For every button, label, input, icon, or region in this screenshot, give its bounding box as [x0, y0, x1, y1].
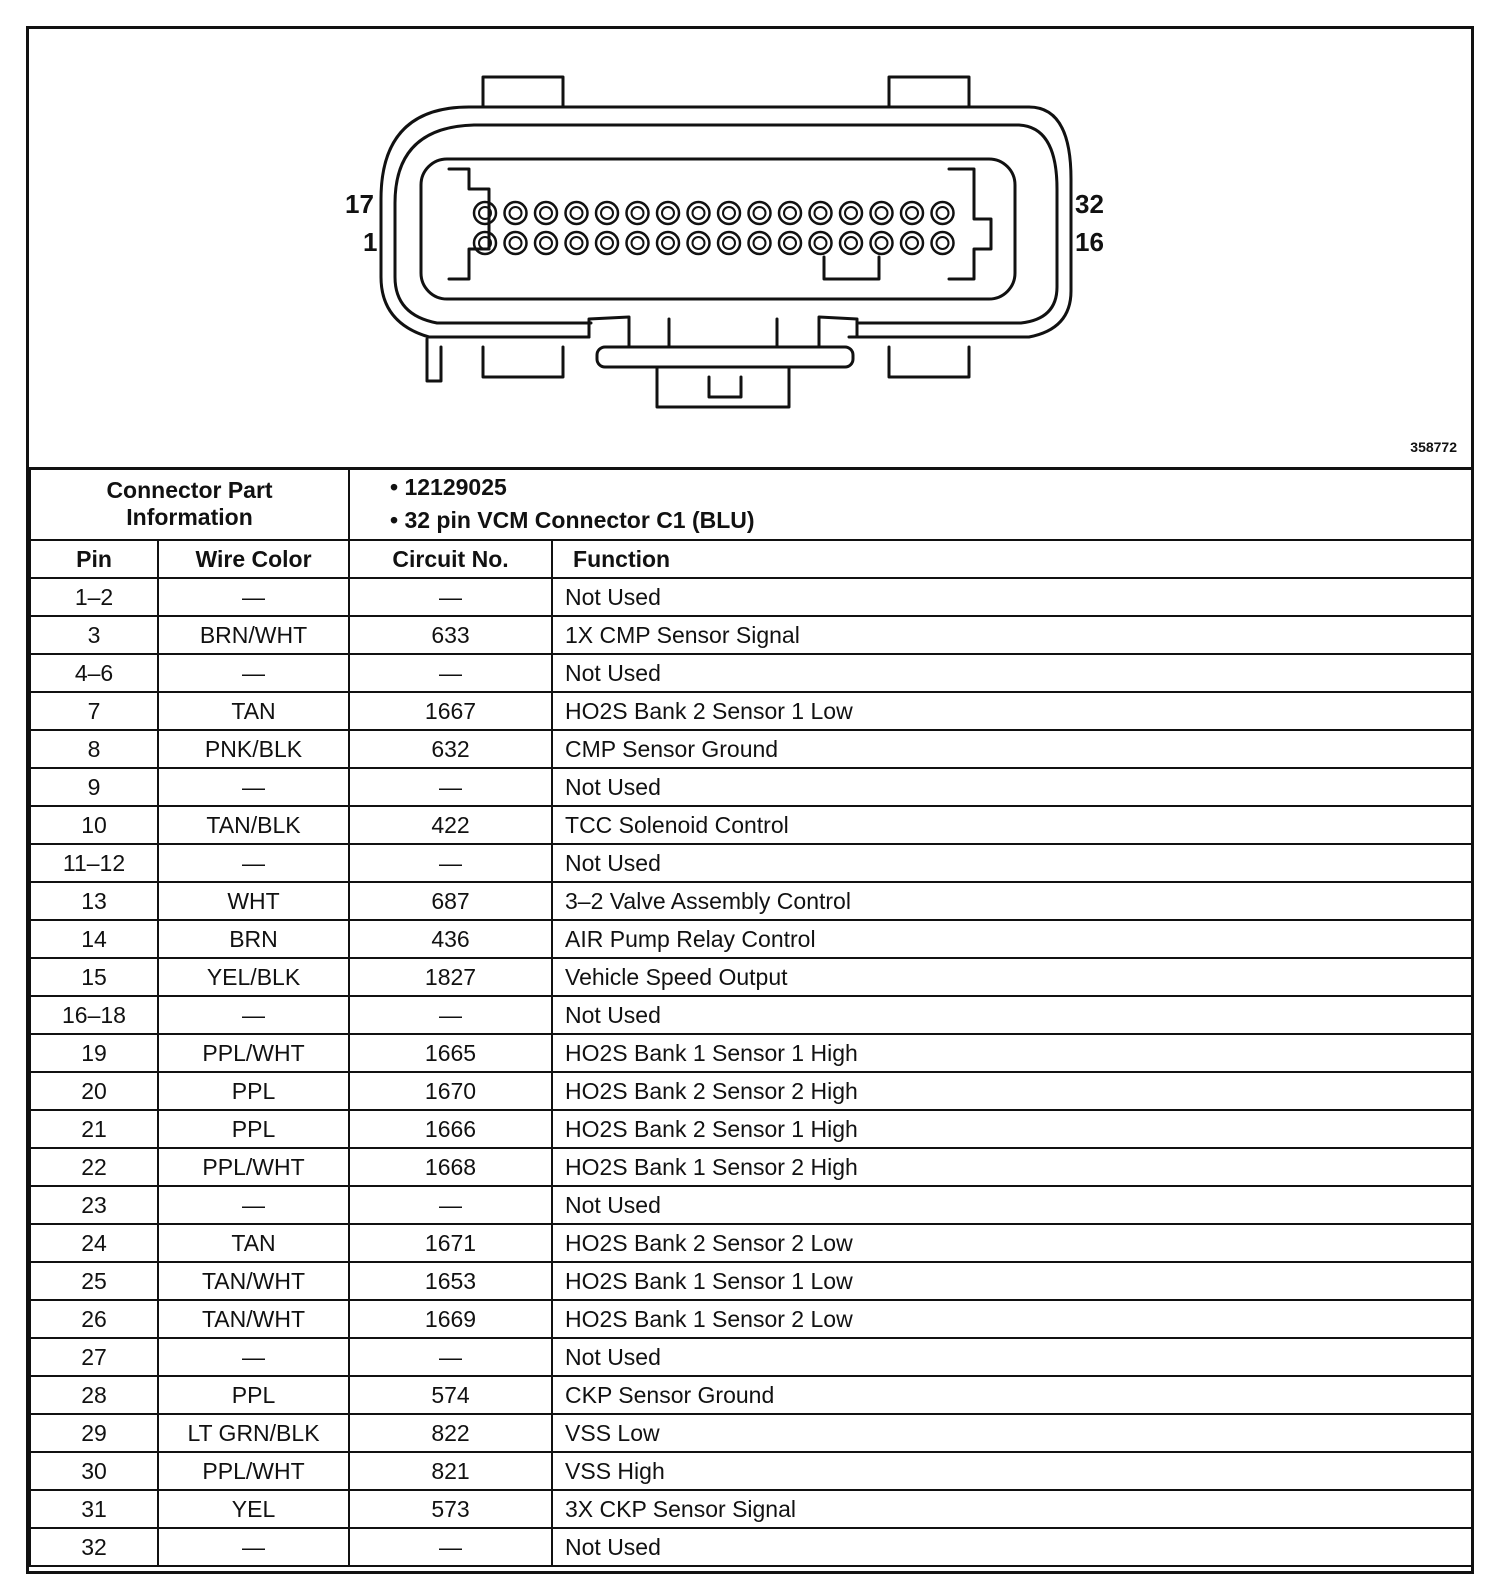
pin-hole-9: [718, 232, 740, 254]
cell-pin: 3: [30, 616, 158, 654]
cell-function: AIR Pump Relay Control: [552, 920, 1472, 958]
cell-function: HO2S Bank 1 Sensor 1 Low: [552, 1262, 1472, 1300]
cell-function: Not Used: [552, 1186, 1472, 1224]
cell-function: HO2S Bank 2 Sensor 1 High: [552, 1110, 1472, 1148]
connector-info-label: [30, 468, 349, 540]
cell-function: Not Used: [552, 996, 1472, 1034]
cell-function: HO2S Bank 2 Sensor 1 Low: [552, 692, 1472, 730]
table-row: [30, 1414, 1472, 1452]
pin-label-17: 17: [345, 189, 374, 219]
cell-function: Vehicle Speed Output: [552, 958, 1472, 996]
cell-function: Not Used: [552, 768, 1472, 806]
connector-info-label-line1: Connector Part: [106, 477, 273, 503]
pinout-table: [29, 467, 1473, 1567]
pin-hole-inner-6: [632, 237, 644, 249]
pin-hole-3: [535, 232, 557, 254]
cell-function: 3X CKP Sensor Signal: [552, 1490, 1472, 1528]
table-row: [30, 1224, 1472, 1262]
cell-wire-color: PPL/WHT: [158, 1034, 349, 1072]
pin-hole-inner-9: [723, 237, 735, 249]
table-row: [30, 1110, 1472, 1148]
table-row: [30, 578, 1472, 616]
cell-circuit: —: [349, 578, 552, 616]
cell-pin: 24: [30, 1224, 158, 1262]
cell-function: Not Used: [552, 1338, 1472, 1376]
pin-hole-7: [657, 232, 679, 254]
header-wire-color: Wire Color: [158, 540, 349, 578]
cell-circuit: 574: [349, 1376, 552, 1414]
cell-wire-color: —: [158, 1338, 349, 1376]
connector-info-label-line2: Information: [126, 504, 253, 530]
pin-hole-inner-11: [784, 237, 796, 249]
pin-hole-32: [932, 202, 954, 224]
connector-face-drawing: [29, 29, 1471, 467]
pin-hole-inner-30: [876, 207, 888, 219]
pin-hole-25: [718, 202, 740, 224]
cell-function: CMP Sensor Ground: [552, 730, 1472, 768]
cell-pin: 8: [30, 730, 158, 768]
pin-hole-17: [474, 202, 496, 224]
cell-function: HO2S Bank 2 Sensor 2 High: [552, 1072, 1472, 1110]
cell-circuit: —: [349, 654, 552, 692]
table-row: [30, 1034, 1472, 1072]
table-row: [30, 1528, 1472, 1566]
pin-hole-20: [566, 202, 588, 224]
bottom-left-tab: [483, 347, 563, 377]
pin-hole-11: [779, 232, 801, 254]
cell-wire-color: YEL: [158, 1490, 349, 1528]
cell-wire-color: YEL/BLK: [158, 958, 349, 996]
cell-circuit: 822: [349, 1414, 552, 1452]
cell-wire-color: PPL: [158, 1072, 349, 1110]
table-row: [30, 1262, 1472, 1300]
top-right-tab: [889, 77, 969, 107]
cell-pin: 10: [30, 806, 158, 844]
pin-hole-18: [505, 202, 527, 224]
pin-hole-13: [840, 232, 862, 254]
cell-wire-color: —: [158, 1186, 349, 1224]
cell-wire-color: —: [158, 844, 349, 882]
pin-hole-inner-19: [540, 207, 552, 219]
pin-hole-inner-12: [815, 237, 827, 249]
pin-hole-29: [840, 202, 862, 224]
pin-hole-inner-32: [937, 207, 949, 219]
cell-wire-color: PPL/WHT: [158, 1452, 349, 1490]
pin-hole-23: [657, 202, 679, 224]
pin-hole-5: [596, 232, 618, 254]
table-row: [30, 768, 1472, 806]
table-row: [30, 844, 1472, 882]
cell-wire-color: BRN/WHT: [158, 616, 349, 654]
table-row: [30, 654, 1472, 692]
table-row: [30, 692, 1472, 730]
cell-pin: 16–18: [30, 996, 158, 1034]
cell-wire-color: PNK/BLK: [158, 730, 349, 768]
pin-hole-16: [932, 232, 954, 254]
pin-hole-24: [688, 202, 710, 224]
pin-hole-inner-10: [754, 237, 766, 249]
pin-hole-inner-21: [601, 207, 613, 219]
left-latch-arm: [427, 339, 441, 381]
cell-wire-color: TAN: [158, 692, 349, 730]
cell-wire-color: TAN/BLK: [158, 806, 349, 844]
pin-hole-grid: [474, 202, 954, 254]
header-pin: Pin: [30, 540, 158, 578]
cell-pin: 13: [30, 882, 158, 920]
pin-hole-1: [474, 232, 496, 254]
pin-hole-inner-27: [784, 207, 796, 219]
pin-hole-inner-25: [723, 207, 735, 219]
cell-circuit: 1671: [349, 1224, 552, 1262]
pin-hole-inner-18: [510, 207, 522, 219]
cell-pin: 31: [30, 1490, 158, 1528]
cell-pin: 15: [30, 958, 158, 996]
cell-circuit: 573: [349, 1490, 552, 1528]
pin-hole-28: [810, 202, 832, 224]
cell-circuit: 436: [349, 920, 552, 958]
cell-wire-color: TAN: [158, 1224, 349, 1262]
table-header-row: [30, 540, 1472, 578]
cell-function: Not Used: [552, 1528, 1472, 1566]
table-row: [30, 1490, 1472, 1528]
cell-wire-color: WHT: [158, 882, 349, 920]
pin-hole-inner-5: [601, 237, 613, 249]
cell-wire-color: TAN/WHT: [158, 1300, 349, 1338]
table-row: [30, 920, 1472, 958]
cell-circuit: —: [349, 1528, 552, 1566]
cell-pin: 30: [30, 1452, 158, 1490]
cell-wire-color: BRN: [158, 920, 349, 958]
cell-wire-color: LT GRN/BLK: [158, 1414, 349, 1452]
cell-wire-color: —: [158, 654, 349, 692]
cell-pin: 25: [30, 1262, 158, 1300]
cell-circuit: —: [349, 996, 552, 1034]
table-row: [30, 1338, 1472, 1376]
cell-circuit: 821: [349, 1452, 552, 1490]
pin-hole-inner-20: [571, 207, 583, 219]
cell-pin: 28: [30, 1376, 158, 1414]
pin-hole-inner-31: [906, 207, 918, 219]
table-row: [30, 730, 1472, 768]
pin-hole-inner-26: [754, 207, 766, 219]
pin-hole-14: [871, 232, 893, 254]
cell-circuit: 1670: [349, 1072, 552, 1110]
bottom-right-tab: [889, 347, 969, 377]
cell-circuit: —: [349, 1338, 552, 1376]
cell-wire-color: PPL: [158, 1110, 349, 1148]
pin-hole-26: [749, 202, 771, 224]
pin-label-32: 32: [1075, 189, 1104, 219]
cell-function: Not Used: [552, 654, 1472, 692]
pin-hole-27: [779, 202, 801, 224]
pin-hole-inner-3: [540, 237, 552, 249]
pin-hole-inner-7: [662, 237, 674, 249]
cell-circuit: 1666: [349, 1110, 552, 1148]
cell-pin: 29: [30, 1414, 158, 1452]
bottom-lock-bar: [597, 347, 853, 367]
pin-hole-22: [627, 202, 649, 224]
pin-hole-4: [566, 232, 588, 254]
pin-cavity: [421, 159, 1015, 299]
cell-function: 3–2 Valve Assembly Control: [552, 882, 1472, 920]
table-row: [30, 1072, 1472, 1110]
cell-circuit: —: [349, 768, 552, 806]
pin-hole-30: [871, 202, 893, 224]
cell-function: HO2S Bank 1 Sensor 1 High: [552, 1034, 1472, 1072]
cell-function: Not Used: [552, 844, 1472, 882]
pin-hole-inner-29: [845, 207, 857, 219]
pin-hole-12: [810, 232, 832, 254]
pin-hole-6: [627, 232, 649, 254]
table-row: [30, 616, 1472, 654]
cell-pin: 14: [30, 920, 158, 958]
table-row: [30, 1300, 1472, 1338]
cell-wire-color: —: [158, 768, 349, 806]
cell-circuit: 1669: [349, 1300, 552, 1338]
bottom-lock-rails: [669, 319, 777, 347]
cell-circuit: 1827: [349, 958, 552, 996]
cell-pin: 20: [30, 1072, 158, 1110]
cell-pin: 27: [30, 1338, 158, 1376]
pin-hole-inner-2: [510, 237, 522, 249]
pin-hole-21: [596, 202, 618, 224]
cell-function: Not Used: [552, 578, 1472, 616]
cell-circuit: —: [349, 844, 552, 882]
table-row: [30, 1186, 1472, 1224]
pin-hole-inner-23: [662, 207, 674, 219]
cell-pin: 11–12: [30, 844, 158, 882]
cell-wire-color: PPL: [158, 1376, 349, 1414]
cell-circuit: 632: [349, 730, 552, 768]
pin-hole-inner-28: [815, 207, 827, 219]
cell-function: VSS High: [552, 1452, 1472, 1490]
header-circuit: Circuit No.: [349, 540, 552, 578]
pin-hole-10: [749, 232, 771, 254]
cell-circuit: 687: [349, 882, 552, 920]
pin-hole-inner-13: [845, 237, 857, 249]
cell-pin: 19: [30, 1034, 158, 1072]
connector-info-value: [349, 468, 1472, 540]
table-row: [30, 1452, 1472, 1490]
cell-circuit: 1668: [349, 1148, 552, 1186]
cell-wire-color: —: [158, 1528, 349, 1566]
cell-function: TCC Solenoid Control: [552, 806, 1472, 844]
figure-id: 358772: [1410, 439, 1457, 455]
cell-function: HO2S Bank 1 Sensor 2 Low: [552, 1300, 1472, 1338]
cell-circuit: 1667: [349, 692, 552, 730]
cell-pin: 1–2: [30, 578, 158, 616]
connector-outer-shell: [381, 107, 1071, 337]
cell-circuit: —: [349, 1186, 552, 1224]
cell-pin: 26: [30, 1300, 158, 1338]
cell-wire-color: —: [158, 996, 349, 1034]
cell-function: HO2S Bank 2 Sensor 2 Low: [552, 1224, 1472, 1262]
table-row: [30, 996, 1472, 1034]
pin-hole-inner-4: [571, 237, 583, 249]
bottom-lock-frame: [589, 317, 857, 347]
pin-hole-2: [505, 232, 527, 254]
table-row: [30, 1376, 1472, 1414]
cell-wire-color: —: [158, 578, 349, 616]
cell-pin: 23: [30, 1186, 158, 1224]
cell-pin: 22: [30, 1148, 158, 1186]
top-left-tab: [483, 77, 563, 107]
cell-circuit: 422: [349, 806, 552, 844]
cell-pin: 21: [30, 1110, 158, 1148]
pin-hole-8: [688, 232, 710, 254]
pin-label-1: 1: [363, 227, 378, 257]
document-sheet: [26, 26, 1474, 1574]
pin-label-16: 16: [1075, 227, 1104, 257]
cell-wire-color: PPL/WHT: [158, 1148, 349, 1186]
table-row: [30, 1148, 1472, 1186]
pin-hole-19: [535, 202, 557, 224]
pin-hole-inner-22: [632, 207, 644, 219]
connector-part-number: • 12129025: [390, 474, 507, 500]
table-row: [30, 806, 1472, 844]
table-row: [30, 882, 1472, 920]
pin-hole-31: [901, 202, 923, 224]
connector-info-row: [30, 468, 1472, 540]
pin-hole-inner-14: [876, 237, 888, 249]
connector-figure: [29, 29, 1471, 470]
header-function: Function: [552, 540, 1472, 578]
pin-hole-inner-8: [693, 237, 705, 249]
cell-function: VSS Low: [552, 1414, 1472, 1452]
cell-circuit: 1653: [349, 1262, 552, 1300]
cell-function: 1X CMP Sensor Signal: [552, 616, 1472, 654]
cavity-right-key: [949, 169, 991, 279]
cell-pin: 9: [30, 768, 158, 806]
pin-hole-inner-24: [693, 207, 705, 219]
cell-pin: 7: [30, 692, 158, 730]
cell-function: CKP Sensor Ground: [552, 1376, 1472, 1414]
connector-description: • 32 pin VCM Connector C1 (BLU): [390, 507, 755, 533]
cell-pin: 4–6: [30, 654, 158, 692]
table-row: [30, 958, 1472, 996]
pin-hole-inner-15: [906, 237, 918, 249]
cell-circuit: 1665: [349, 1034, 552, 1072]
cavity-bottom-key: [824, 257, 879, 279]
pin-hole-15: [901, 232, 923, 254]
cell-pin: 32: [30, 1528, 158, 1566]
cell-function: HO2S Bank 1 Sensor 2 High: [552, 1148, 1472, 1186]
cell-wire-color: TAN/WHT: [158, 1262, 349, 1300]
bottom-lock-stem: [657, 367, 789, 407]
pin-hole-inner-16: [937, 237, 949, 249]
cell-circuit: 633: [349, 616, 552, 654]
